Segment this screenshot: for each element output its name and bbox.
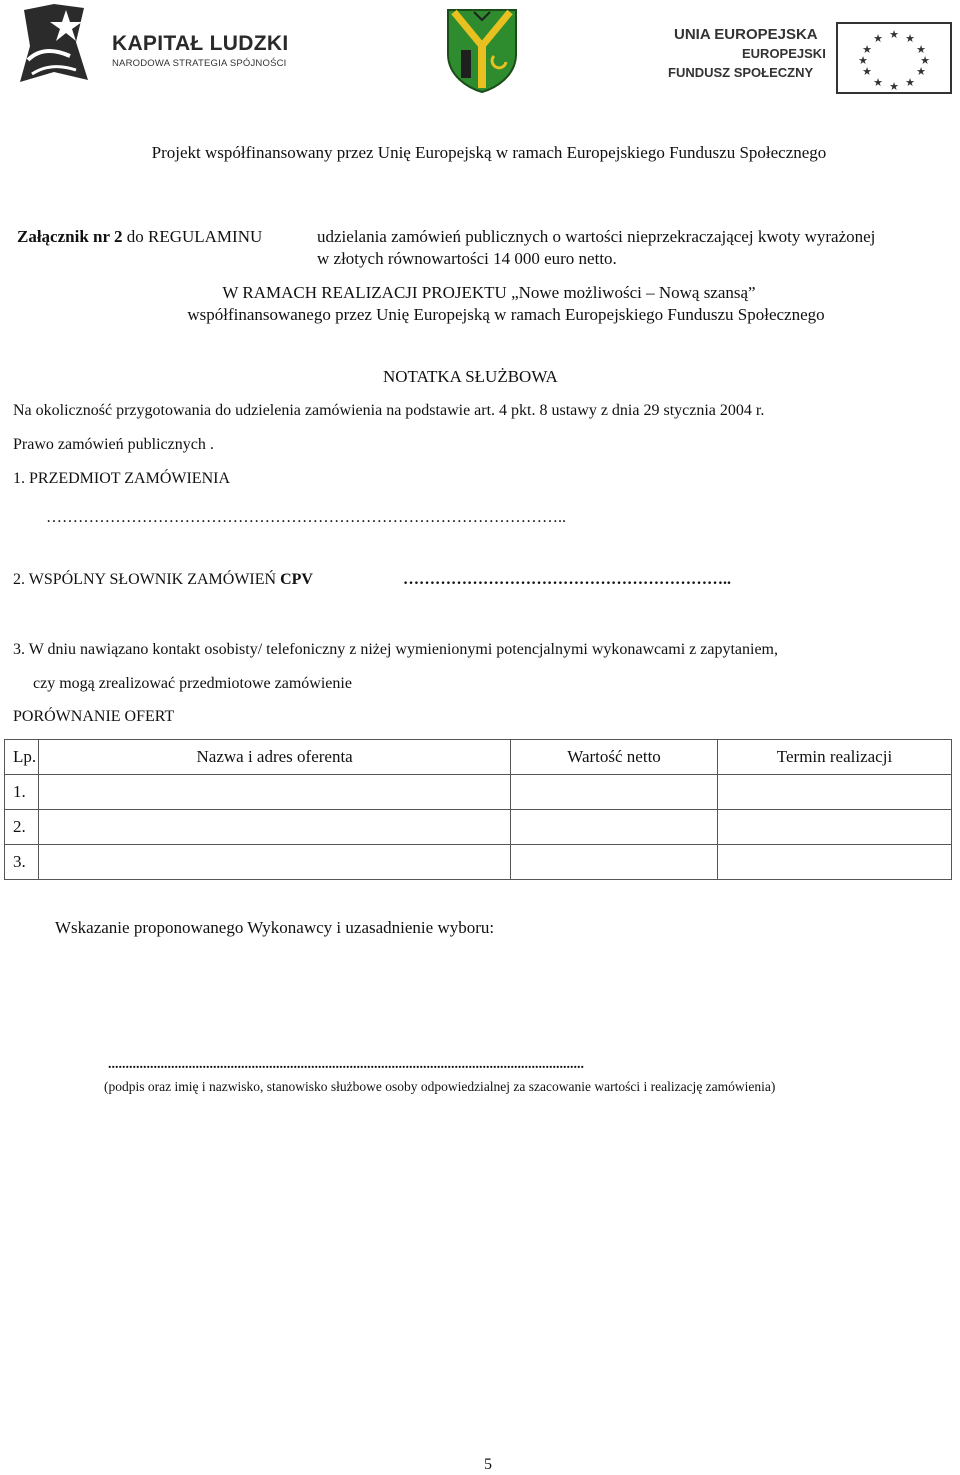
svg-text:★: ★ [889, 29, 899, 41]
annex-label-bold: Załącznik nr 2 [17, 227, 123, 246]
svg-text:★: ★ [862, 66, 872, 78]
row-cell-lp: 3. [5, 845, 39, 880]
section1-title: 1. PRZEDMIOT ZAMÓWIENIA [13, 470, 231, 487]
signature-caption: (podpis oraz imię i nazwisko, stanowisko służbowe osoby odpowiedzialnej za szacowanie wartości i realizację zamówienia) [104, 1079, 776, 1094]
row-cell-name[interactable] [39, 845, 511, 880]
eu-logo-line1: UNIA EUROPEJSKA [674, 26, 818, 43]
annex-description-line1: udzielania zamówień publicznych o wartości nieprzekraczającej kwoty wyrażonej [317, 227, 876, 246]
section2-cpv: CPV [280, 571, 313, 588]
row-cell-deadline[interactable] [717, 810, 951, 845]
row-cell-lp: 1. [5, 775, 39, 810]
svg-text:★: ★ [916, 44, 926, 56]
page-number: 5 [484, 1456, 492, 1473]
occasion-line2: Prawo zamówień publicznych . [13, 436, 214, 453]
section2-label: 2. WSPÓLNY SŁOWNIK ZAMÓWIEŃ [13, 571, 281, 588]
svg-text:★: ★ [858, 55, 868, 67]
section3-line2: czy mogą zrealizować przedmiotowe zamówienie [33, 675, 352, 692]
eu-logo-line2: EUROPEJSKI [742, 46, 826, 61]
cofinanced-statement: Projekt współfinansowany przez Unię Europejską w ramach Europejskiego Funduszu Społecznego [151, 143, 827, 162]
kapital-ludzki-title: KAPITAŁ LUDZKI [112, 32, 289, 55]
row-cell-lp: 2. [5, 810, 39, 845]
header-cell-name: Nazwa i adres oferenta [39, 740, 511, 775]
section1-dots: …………………………………………………………………………………….. [46, 509, 566, 526]
contractor-indication: Wskazanie proponowanego Wykonawcy i uzasadnienie wyboru: [55, 918, 495, 937]
section3-line1: 3. W dniu nawiązano kontakt osobisty/ telefoniczny z niżej wymienionymi potencjalnymi wykonawcami z zapytaniem, [13, 641, 778, 658]
row-cell-value[interactable] [511, 810, 718, 845]
section2-title [13, 570, 313, 590]
row-cell-deadline[interactable] [717, 845, 951, 880]
table-header-row [5, 740, 952, 775]
table-row [5, 810, 952, 845]
row-cell-name[interactable] [39, 810, 511, 845]
svg-text:★: ★ [873, 77, 883, 89]
svg-text:★: ★ [862, 44, 872, 56]
section2-dots: …………………………………………………….. [403, 571, 731, 588]
table-row [5, 845, 952, 880]
offers-table [4, 739, 952, 880]
header-cell-value: Wartość netto [511, 740, 718, 775]
occasion-line1: Na okoliczność przygotowania do udzielenia zamówienia na podstawie art. 4 pkt. 8 ustawy z dnia 29 stycznia 2004 r. [13, 402, 765, 419]
eu-logo-line3: FUNDUSZ SPOŁECZNY [668, 65, 814, 80]
annex-label [17, 227, 262, 247]
eu-social-fund-logo [664, 4, 956, 96]
project-line1: W RAMACH REALIZACJI PROJEKTU „Nowe możliwości – Nową szansą” [222, 283, 756, 302]
eu-flag-icon [836, 22, 952, 94]
row-cell-name[interactable] [39, 775, 511, 810]
coat-of-arms-icon [444, 6, 520, 94]
kapital-ludzki-subtitle: NARODOWA STRATEGIA SPÓJNOŚCI [112, 58, 287, 69]
row-cell-value[interactable] [511, 775, 718, 810]
note-title: NOTATKA SŁUŻBOWA [383, 367, 558, 386]
svg-text:★: ★ [905, 77, 915, 89]
svg-text:★: ★ [916, 66, 926, 78]
project-line2: współfinansowanego przez Unię Europejską w ramach Europejskiego Funduszu Społecznego [187, 305, 825, 324]
header-cell-lp: Lp. [5, 740, 39, 775]
coat-of-arms [444, 6, 520, 94]
comparison-title: PORÓWNANIE OFERT [13, 708, 175, 725]
svg-text:★: ★ [920, 55, 930, 67]
table-row [5, 775, 952, 810]
row-cell-value[interactable] [511, 845, 718, 880]
kapital-ludzki-logo [14, 2, 304, 86]
row-cell-deadline[interactable] [717, 775, 951, 810]
svg-text:★: ★ [873, 33, 883, 45]
svg-text:★: ★ [905, 33, 915, 45]
signature-dots: ........................................................................................................................................ [108, 1058, 584, 1072]
annex-description-line2: w złotych równowartości 14 000 euro netto. [317, 249, 617, 268]
kapital-ludzki-star-icon [14, 2, 94, 86]
header-cell-deadline: Termin realizacji [717, 740, 951, 775]
svg-text:★: ★ [889, 81, 899, 93]
annex-label-rest: do REGULAMINU [122, 227, 263, 246]
